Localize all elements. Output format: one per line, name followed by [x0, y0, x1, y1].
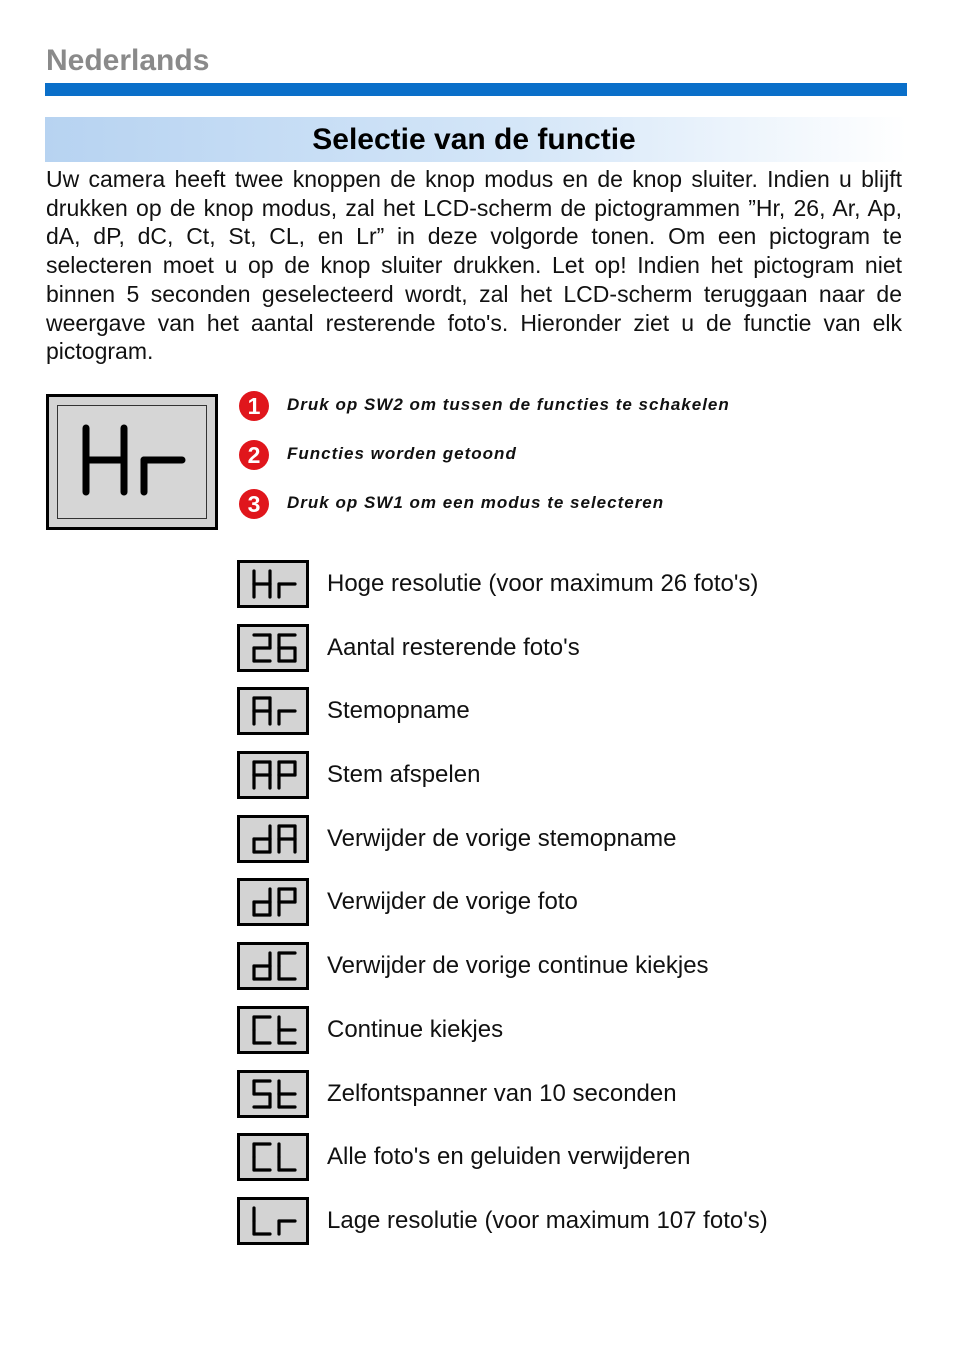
function-row-ar: [237, 687, 857, 735]
lcd-lr-icon: [237, 1197, 309, 1245]
function-label: Stem afspelen: [327, 761, 481, 788]
lcd-dp-icon: [237, 878, 309, 926]
function-label: Alle foto's en geluiden verwijderen: [327, 1143, 691, 1170]
function-row-lr: [237, 1197, 857, 1245]
intro-paragraph: Uw camera heeft twee knoppen de knop modus en de knop sluiter. Indien u blijft drukken op de knop modus, zal het LCD-scherm de pictogrammen ”Hr, 26, Ar, Ap, dA, dP, dC, Ct, St, CL, en Lr” in deze volgorde tonen. Om een pictogram te selecteren moet u op de knop sluiter drukken. Let op! Indien het pictogram niet binnen 5 seconden geselecteerd wordt, zal het LCD-scherm teruggaan naar de weergave van het aantal resterende foto's. Hieronder ziet u de functie van elk pictogram.: [46, 166, 902, 365]
function-row-cl: [237, 1133, 857, 1181]
lcd-st-icon: [237, 1070, 309, 1118]
language-heading: Nederlands: [46, 44, 210, 77]
lcd-display-screen: [57, 405, 207, 519]
lcd-display-icon: [46, 394, 218, 530]
function-row-dc: [237, 942, 857, 990]
function-label: Verwijder de vorige foto: [327, 888, 578, 915]
function-label: Continue kiekjes: [327, 1016, 504, 1043]
step-number-badge: 3: [239, 489, 269, 519]
function-label: Zelfontspanner van 10 seconden: [327, 1080, 677, 1107]
lcd-ap-icon: [237, 751, 309, 799]
function-label: Hoge resolutie (voor maximum 26 foto's): [327, 570, 759, 597]
lcd-hr-icon: [237, 560, 309, 608]
function-row-st: [237, 1070, 857, 1118]
function-label: Verwijder de vorige continue kiekjes: [327, 952, 709, 979]
step-text: Druk op SW2 om tussen de functies te schakelen: [287, 395, 730, 414]
function-label: Verwijder de vorige stemopname: [327, 825, 677, 852]
function-label: Aantal resterende foto's: [327, 634, 580, 661]
lcd-cl-icon: [237, 1133, 309, 1181]
lcd-display-code: [58, 406, 206, 518]
function-row-ct: [237, 1006, 857, 1054]
function-row-da: [237, 815, 857, 863]
function-label: Lage resolutie (voor maximum 107 foto's): [327, 1207, 768, 1234]
step-text: Druk op SW1 om een modus te selecteren: [287, 493, 665, 512]
lcd-ar-icon: [237, 687, 309, 735]
function-row-26: [237, 624, 857, 672]
lcd-ct-icon: [237, 1006, 309, 1054]
function-row-ap: [237, 751, 857, 799]
step-text: Functies worden getoond: [287, 444, 517, 463]
step-number-badge: 2: [239, 440, 269, 470]
function-label: Stemopname: [327, 697, 470, 724]
lcd-da-icon: [237, 815, 309, 863]
lcd-26-icon: [237, 624, 309, 672]
header-rule: [45, 83, 907, 96]
function-row-hr: [237, 560, 857, 608]
function-row-dp: [237, 878, 857, 926]
lcd-dc-icon: [237, 942, 309, 990]
section-title: Selectie van de functie: [312, 123, 636, 156]
step-number-badge: 1: [239, 391, 269, 421]
